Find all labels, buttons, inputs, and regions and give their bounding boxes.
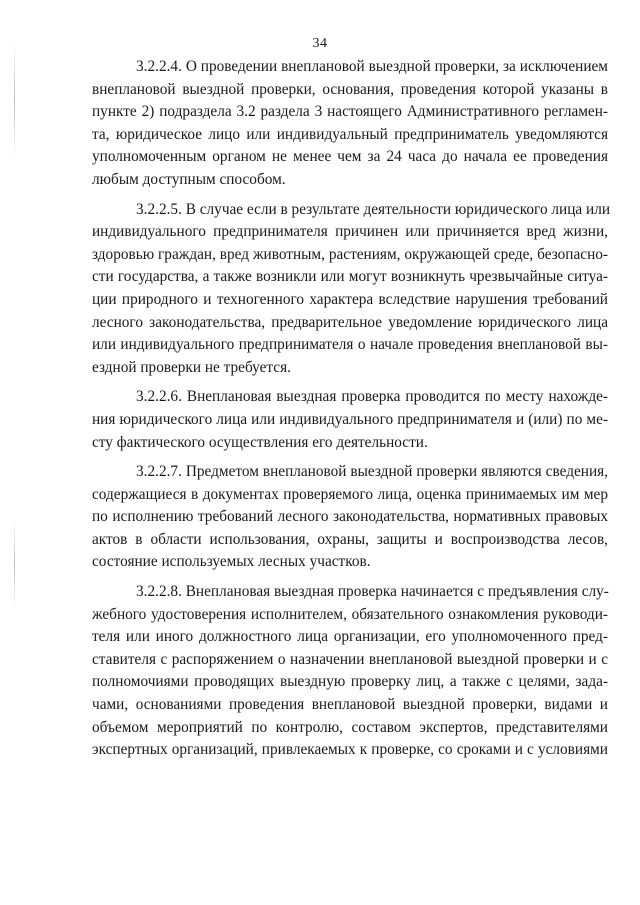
text-line: внеплановой выездной проверки, основания, проведения которой указаны в xyxy=(92,80,608,98)
text-line: уполномоченным органом не менее чем за 24 часа до начала ее проведения xyxy=(92,148,608,166)
paragraph-3-2-2-6 xyxy=(92,386,608,454)
text-line: 3.2.2.8. Внеплановая выездная проверка начинается с предъявления слу- xyxy=(136,583,609,601)
text-line: та, юридическое лицо или индивидуальный предприниматель уведомляются xyxy=(92,125,608,143)
text-line: 3.2.2.5. В случае если в результате деятельности юридического лица или xyxy=(136,200,611,218)
text-line: 3.2.2.6. Внеплановая выездная проверка проводится по месту нахожде- xyxy=(136,388,608,406)
text-line: сти государства, а также возникли или могут возникнуть чрезвычайные ситуа- xyxy=(92,268,608,286)
text-line: полномочиями проводящих выездную проверку лиц, а также с целями, зада- xyxy=(92,673,608,691)
text-line: 3.2.2.7. Предметом внеплановой выездной проверки являются сведения, xyxy=(136,463,608,481)
page-number: 34 xyxy=(312,36,328,51)
text-line: пункте 2) подраздела 3.2 раздела 3 настоящего Административного регламен- xyxy=(92,103,608,121)
text-line: содержащиеся в документах проверяемого лица, оценка принимаемых им мер xyxy=(92,485,608,503)
text-line: лесного законодательства, предварительное уведомление юридического лица xyxy=(92,313,608,331)
paragraph-3-2-2-7 xyxy=(92,461,608,574)
text-line: по исполнению требований лесного законодательства, нормативных правовых xyxy=(92,508,608,526)
paragraph-3-2-2-5 xyxy=(92,199,611,380)
document-body xyxy=(92,56,611,769)
text-line: ездной проверки не требуется. xyxy=(92,358,291,376)
text-line: объемом мероприятий по контролю, составом экспертов, представителями xyxy=(92,718,608,736)
text-line: экспертных организаций, привлекаемых к проверке, со сроками и с условиями xyxy=(92,741,608,759)
text-line: здоровью граждан, вред животным, растениям, окружающей среде, безопасно- xyxy=(92,245,608,263)
scan-edge-mark xyxy=(14,40,15,160)
text-line: любым доступным способом. xyxy=(92,170,286,188)
paragraph-3-2-2-8 xyxy=(92,581,608,762)
scan-edge-mark xyxy=(14,520,15,610)
text-line: 3.2.2.4. О проведении внеплановой выездной проверки, за исключением xyxy=(136,58,608,75)
text-line: ции природного и техногенного характера вследствие нарушения требований xyxy=(92,290,608,308)
text-line: состояние используемых лесных участков. xyxy=(92,553,371,571)
paragraph-3-2-2-4 xyxy=(92,56,608,192)
text-line: теля или иного должностного лица организации, его уполномоченного пред- xyxy=(92,628,608,646)
text-line: сту фактического осуществления его деятельности. xyxy=(92,433,428,451)
text-line: жебного удостоверения исполнителем, обязательного ознакомления руководи- xyxy=(92,605,608,623)
text-line: ставителя с распоряжением о назначении внеплановой выездной проверки и с xyxy=(92,650,608,668)
text-line: чами, основаниями проведения внеплановой выездной проверки, видами и xyxy=(92,696,608,714)
text-line: ния юридического лица или индивидуального предпринимателя и (или) по ме- xyxy=(92,410,608,428)
text-line: или индивидуального предпринимателя о начале проведения внеплановой вы- xyxy=(92,336,608,354)
text-line: актов в области использования, охраны, защиты и воспроизводства лесов, xyxy=(92,530,608,548)
text-line: индивидуального предпринимателя причинен или причиняется вред жизни, xyxy=(92,223,608,241)
